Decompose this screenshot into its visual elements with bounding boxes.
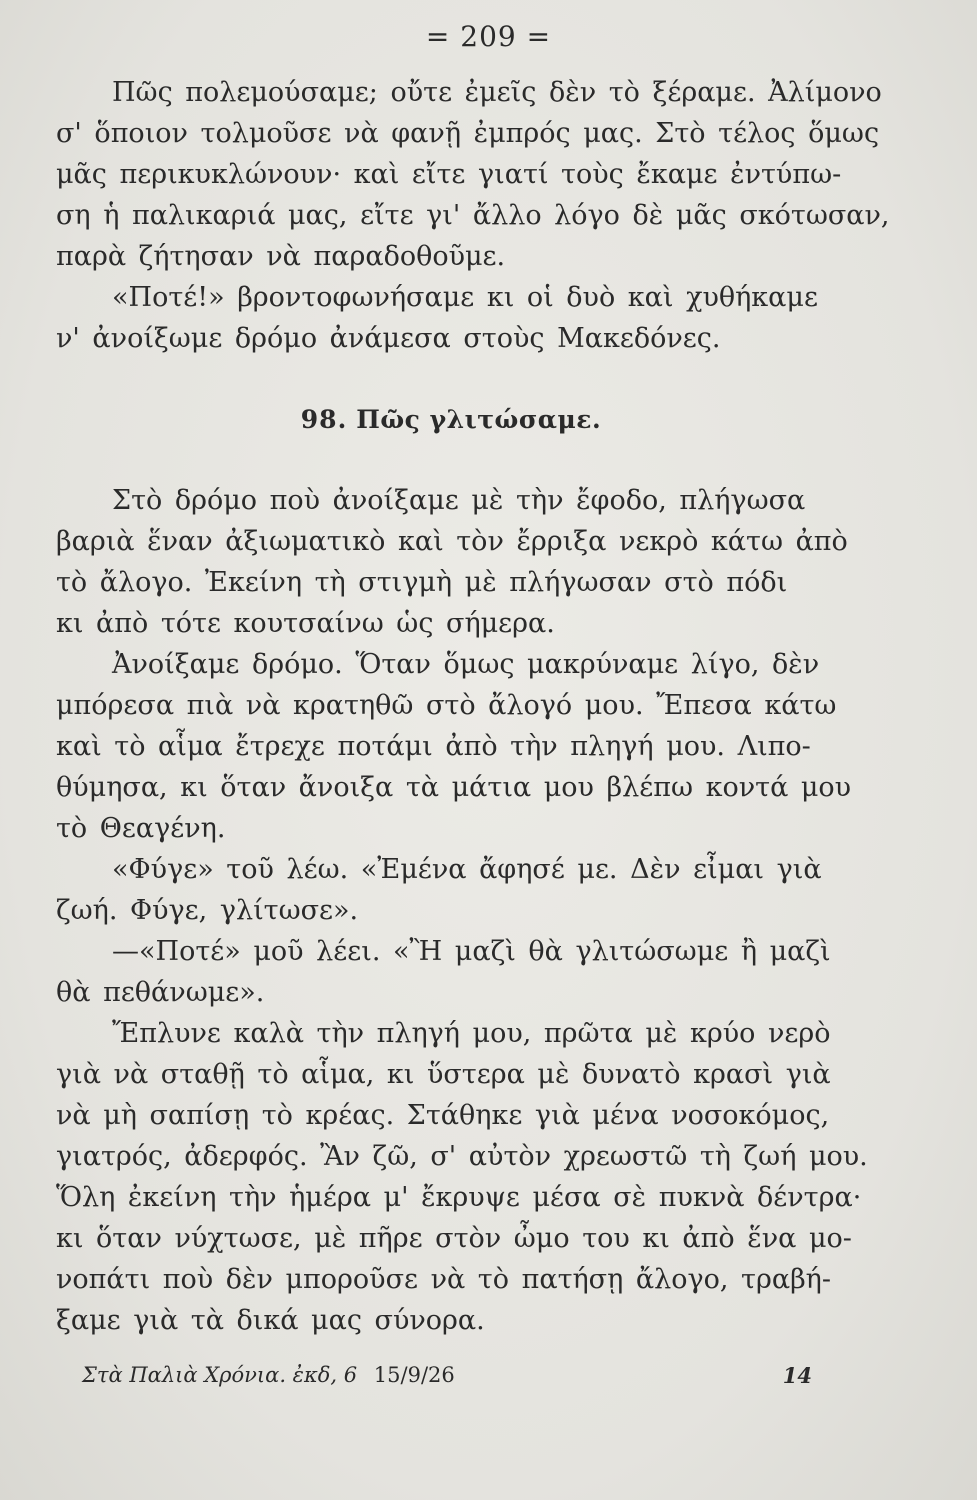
text-line: θύμησα, κι ὅταν ἄνοιξα τὰ μάτια μου βλέπω κοντά μου — [56, 772, 852, 803]
text-line: «Ποτέ!» βροντοφωνήσαμε κι οἱ δυὸ καὶ χυθήκαμε — [112, 282, 818, 313]
text-line: Ἀνοίξαμε δρόμο. Ὅταν ὅμως μακρύναμε λίγο, δὲν — [112, 649, 820, 680]
text-line: μᾶς περικυκλώνουν· καὶ εἴτε γιατί τοὺς ἔκαμε ἐντύπω- — [56, 159, 842, 190]
print-date: 15/9/26 — [373, 1363, 455, 1387]
text-line: σ' ὅποιον τολμοῦσε νὰ φανῇ ἐμπρός μας. Στὸ τέλος ὅμως — [56, 118, 880, 149]
text-line: ξαμε γιὰ τὰ δικά μας σύνορα. — [56, 1305, 485, 1336]
text-line: καὶ τὸ αἷμα ἔτρεχε ποτάμι ἀπὸ τὴν πληγή μου. Λιπο- — [56, 731, 811, 762]
printer-footer — [82, 1363, 812, 1387]
text-line: νὰ μὴ σαπίσῃ τὸ κρέας. Στάθηκε γιὰ μένα νοσοκόμος, — [56, 1100, 830, 1131]
page-number: = 209 = — [425, 20, 552, 53]
text-line: νοπάτι ποὺ δὲν μποροῦσε νὰ τὸ πατήσῃ ἄλογο, τραβή- — [56, 1264, 831, 1295]
text-line: «Φύγε» τοῦ λέω. «Ἐμένα ἄφησέ με. Δὲν εἶμαι γιὰ — [112, 854, 822, 885]
text-line: —«Ποτέ» μοῦ λέει. «Ἢ μαζὶ θὰ γλιτώσωμε ἢ μαζὶ — [112, 936, 831, 967]
text-line: κι ὅταν νύχτωσε, μὲ πῆρε στὸν ὦμο του κι ἀπὸ ἕνα μο- — [56, 1223, 852, 1254]
text-line: γιατρός, ἀδερφός. Ἂν ζῶ, σ' αὐτὸν χρεωστῶ τὴ ζωή μου. — [56, 1141, 868, 1172]
text-line: θὰ πεθάνωμε». — [56, 977, 265, 1008]
signature-mark: Στὰ Παλιὰ Χρόνια. ἐκδ, 6 — [82, 1363, 358, 1387]
text-line: βαριὰ ἕναν ἀξιωματικὸ καὶ τὸν ἔρριξα νεκρὸ κάτω ἀπὸ — [56, 526, 848, 557]
body-text — [56, 72, 890, 1341]
text-line: μπόρεσα πιὰ νὰ κρατηθῶ στὸ ἄλογό μου. Ἔπεσα κάτω — [56, 690, 837, 721]
text-line: τὸ Θεαγένη. — [56, 813, 226, 844]
text-line: Στὸ δρόμο ποὺ ἀνοίξαμε μὲ τὴν ἔφοδο, πλήγωσα — [112, 485, 806, 516]
section-heading — [56, 400, 846, 440]
section-number: 98. — [300, 405, 348, 434]
sheet-number: 14 — [782, 1363, 812, 1388]
text-line: ση ἡ παλικαριά μας, εἴτε γι' ἄλλο λόγο δὲ μᾶς σκότωσαν, — [56, 200, 890, 231]
section-title: Πῶς γλιτώσαμε. — [356, 405, 602, 434]
text-line: Ἔπλυνε καλὰ τὴν πληγή μου, πρῶτα μὲ κρύο νερὸ — [112, 1018, 831, 1049]
text-line: τὸ ἄλογο. Ἐκείνη τὴ στιγμὴ μὲ πλήγωσαν στὸ πόδι — [56, 567, 788, 598]
text-line: κι ἀπὸ τότε κουτσαίνω ὡς σήμερα. — [56, 608, 555, 639]
text-line: γιὰ νὰ σταθῇ τὸ αἷμα, κι ὕστερα μὲ δυνατὸ κρασὶ γιὰ — [56, 1059, 831, 1090]
text-line: Ὅλη ἐκείνη τὴν ἡμέρα μ' ἔκρυψε μέσα σὲ πυκνὰ δέντρα· — [56, 1182, 862, 1213]
text-line: Πῶς πολεμούσαμε; οὔτε ἐμεῖς δὲν τὸ ξέραμε. Ἀλίμονο — [112, 77, 882, 108]
text-line: παρὰ ζήτησαν νὰ παραδοθοῦμε. — [56, 241, 506, 272]
text-line: ν' ἀνοίξωμε δρόμο ἀνάμεσα στοὺς Μακεδόνες. — [56, 323, 721, 354]
text-line: ζωή. Φύγε, γλίτωσε». — [56, 895, 359, 926]
